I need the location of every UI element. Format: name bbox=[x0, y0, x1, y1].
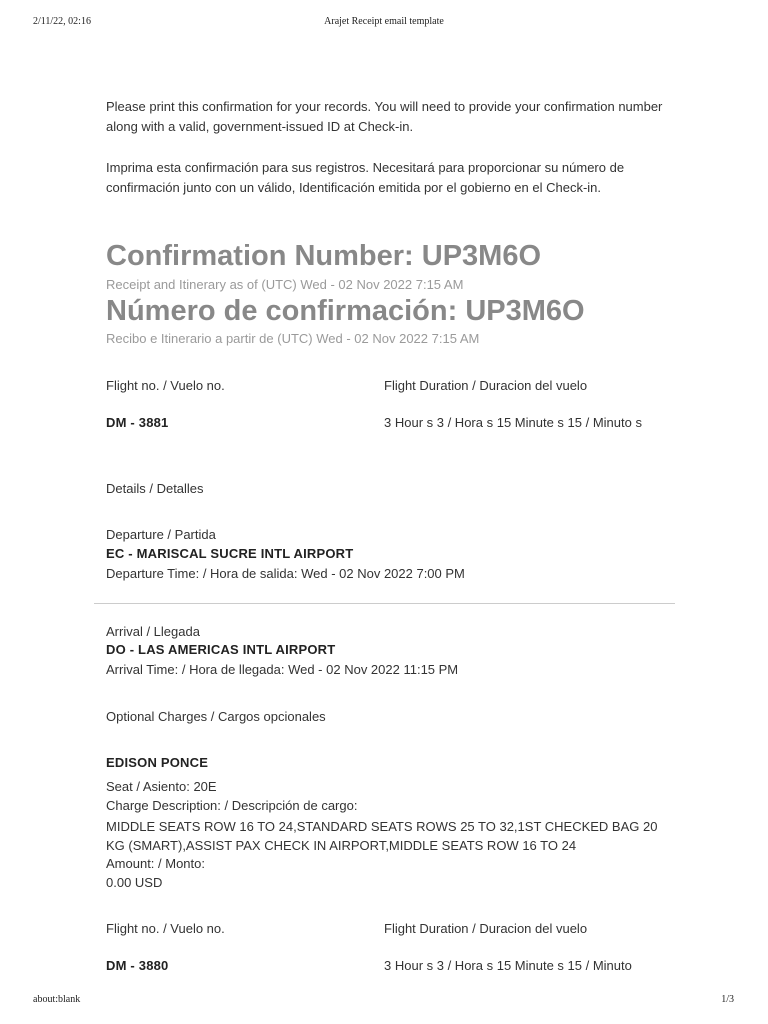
confirmation-subtitle-en: Receipt and Itinerary as of (UTC) Wed - 02 Nov 2022 7:15 AM bbox=[106, 277, 464, 292]
flight-duration-label-2: Flight Duration / Duracion del vuelo bbox=[384, 921, 588, 936]
arrival-airport: DO - LAS AMERICAS INTL AIRPORT bbox=[106, 642, 336, 657]
intro-english: Please print this confirmation for your records. You will need to provide your confirmation number along with a valid, government-issued ID at Check-in. bbox=[106, 99, 663, 134]
print-header bbox=[0, 16, 768, 30]
amount-value: 0.00 USD bbox=[106, 875, 163, 890]
departure-airport: EC - MARISCAL SUCRE INTL AIRPORT bbox=[106, 546, 354, 561]
amount-label: Amount: / Monto: bbox=[106, 856, 205, 871]
flight-duration-label: Flight Duration / Duracion del vuelo bbox=[384, 378, 588, 393]
print-footer bbox=[0, 994, 768, 1008]
flight-number-label-2: Flight no. / Vuelo no. bbox=[106, 921, 225, 936]
print-datetime: 2/11/22, 02:16 bbox=[33, 16, 91, 27]
arrival-label: Arrival / Llegada bbox=[106, 624, 200, 639]
confirmation-title-en: Confirmation Number: UP3M6O bbox=[106, 240, 542, 272]
flight-number-label: Flight no. / Vuelo no. bbox=[106, 378, 225, 393]
charge-description-label: Charge Description: / Descripción de cargo: bbox=[106, 798, 358, 813]
optional-charges-label: Optional Charges / Cargos opcionales bbox=[106, 709, 326, 724]
print-title: Arajet Receipt email template bbox=[324, 16, 444, 27]
flight-duration-value-2: 3 Hour s 3 / Hora s 15 Minute s 15 / Minuto bbox=[384, 958, 632, 973]
flight-number-value-2: DM - 3880 bbox=[106, 958, 169, 973]
confirmation-subtitle-es: Recibo e Itinerario a partir de (UTC) Wed - 02 Nov 2022 7:15 AM bbox=[106, 331, 480, 346]
arrival-time: Arrival Time: / Hora de llegada: Wed - 02 Nov 2022 11:15 PM bbox=[106, 662, 459, 677]
print-page-number: 1/3 bbox=[721, 994, 734, 1005]
departure-time: Departure Time: / Hora de salida: Wed - 02 Nov 2022 7:00 PM bbox=[106, 566, 465, 581]
section-divider bbox=[94, 603, 675, 604]
charge-description: MIDDLE SEATS ROW 16 TO 24,STANDARD SEATS ROWS 25 TO 32,1ST CHECKED BAG 20 KG (SMART),ASSIST PAX CHECK IN AIRPORT,MIDDLE SEATS ROW 16 TO 24 bbox=[106, 819, 658, 853]
flight-duration-value: 3 Hour s 3 / Hora s 15 Minute s 15 / Minuto s bbox=[384, 415, 642, 430]
details-label: Details / Detalles bbox=[106, 481, 204, 496]
print-url: about:blank bbox=[33, 994, 81, 1005]
passenger-name: EDISON PONCE bbox=[106, 755, 209, 770]
intro-spanish: Imprima esta confirmación para sus registros. Necesitará para proporcionar su número de confirmación junto con un válido, Identificación emitida por el gobierno en el Check-in. bbox=[106, 160, 625, 195]
confirmation-title-es: Número de confirmación: UP3M6O bbox=[106, 295, 585, 327]
departure-label: Departure / Partida bbox=[106, 527, 216, 542]
seat-info: Seat / Asiento: 20E bbox=[106, 779, 217, 794]
flight-number-value: DM - 3881 bbox=[106, 415, 169, 430]
